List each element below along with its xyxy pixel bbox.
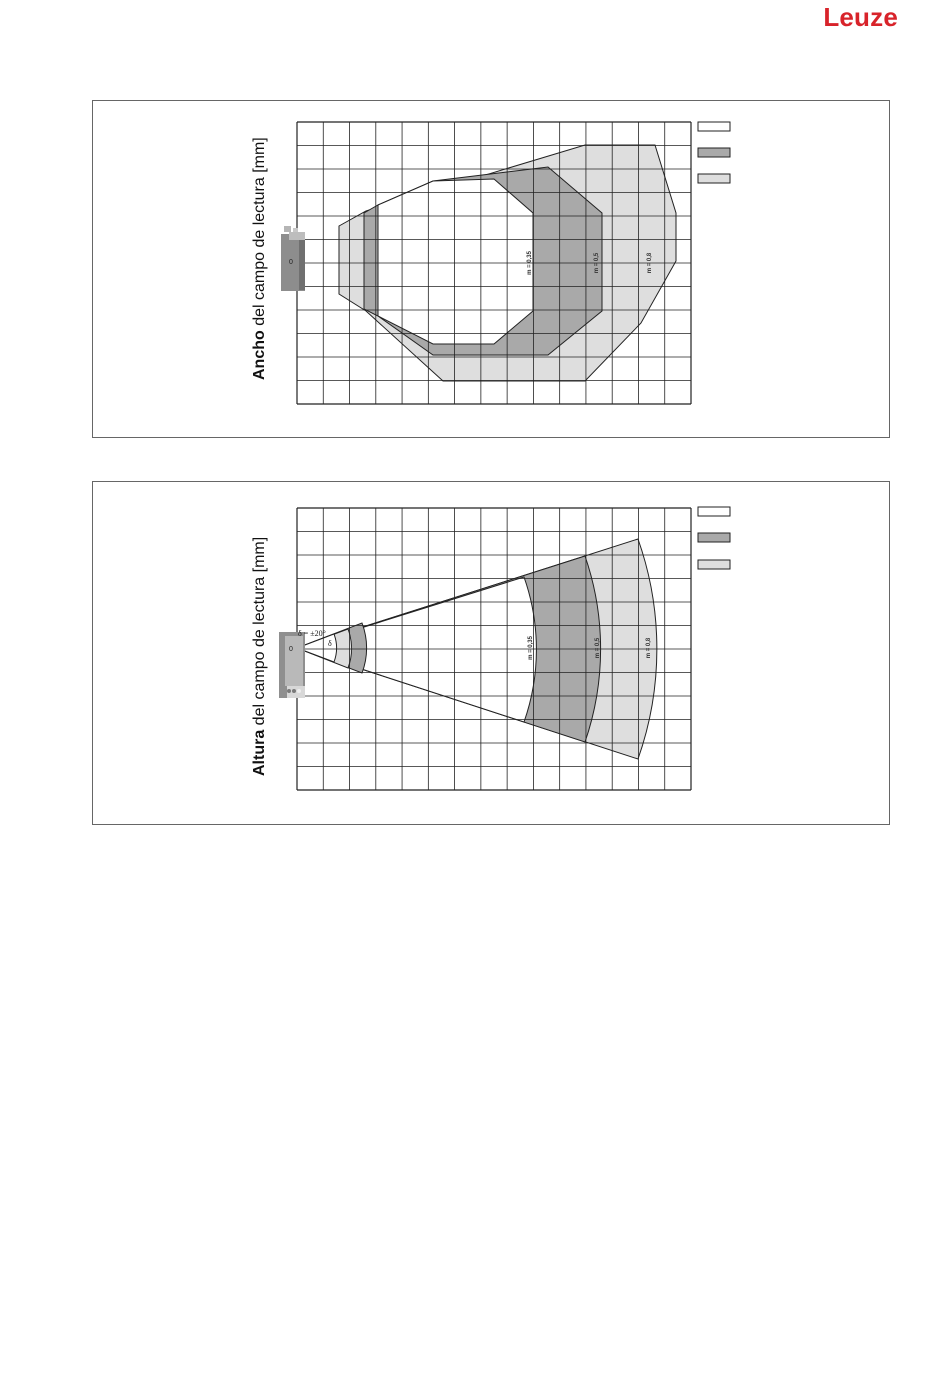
origin-label: 0 [289,646,293,653]
reading-width-chart-panel [92,100,890,438]
reading-height-chart [93,482,889,824]
angle-symbol: δ [328,639,332,648]
brand-logo: Leuze [823,2,898,32]
legend [698,122,730,183]
zone-label-m035: m = 0,35 [528,636,534,660]
legend-swatch-dark [698,533,730,542]
origin-label: 0 [289,259,293,266]
y-axis-label: Altura del campo de lectura [mm] [251,536,268,776]
legend-swatch-white [698,507,730,516]
zone-label-m035: m = 0,35 [527,251,533,275]
y-axis-label: Ancho del campo de lectura [mm] [251,137,268,380]
legend-swatch-light [698,174,730,183]
reading-width-chart [93,101,889,437]
zone-white-inner [378,179,533,344]
legend-swatch-white [698,122,730,131]
angle-label: δ = ±20° [298,629,326,638]
zone-label-m05: m = 0,5 [594,252,600,274]
zone-label-m08: m = 0,8 [646,637,652,659]
legend-swatch-dark [698,148,730,157]
zone-label-m08: m = 0,8 [647,252,653,274]
scanner-device-icon [281,226,305,291]
legend-swatch-light [698,560,730,569]
reading-height-chart-panel [92,481,890,825]
scanner-device-icon [279,632,305,698]
zone-label-m05: m = 0,5 [595,637,601,659]
legend [698,507,730,569]
